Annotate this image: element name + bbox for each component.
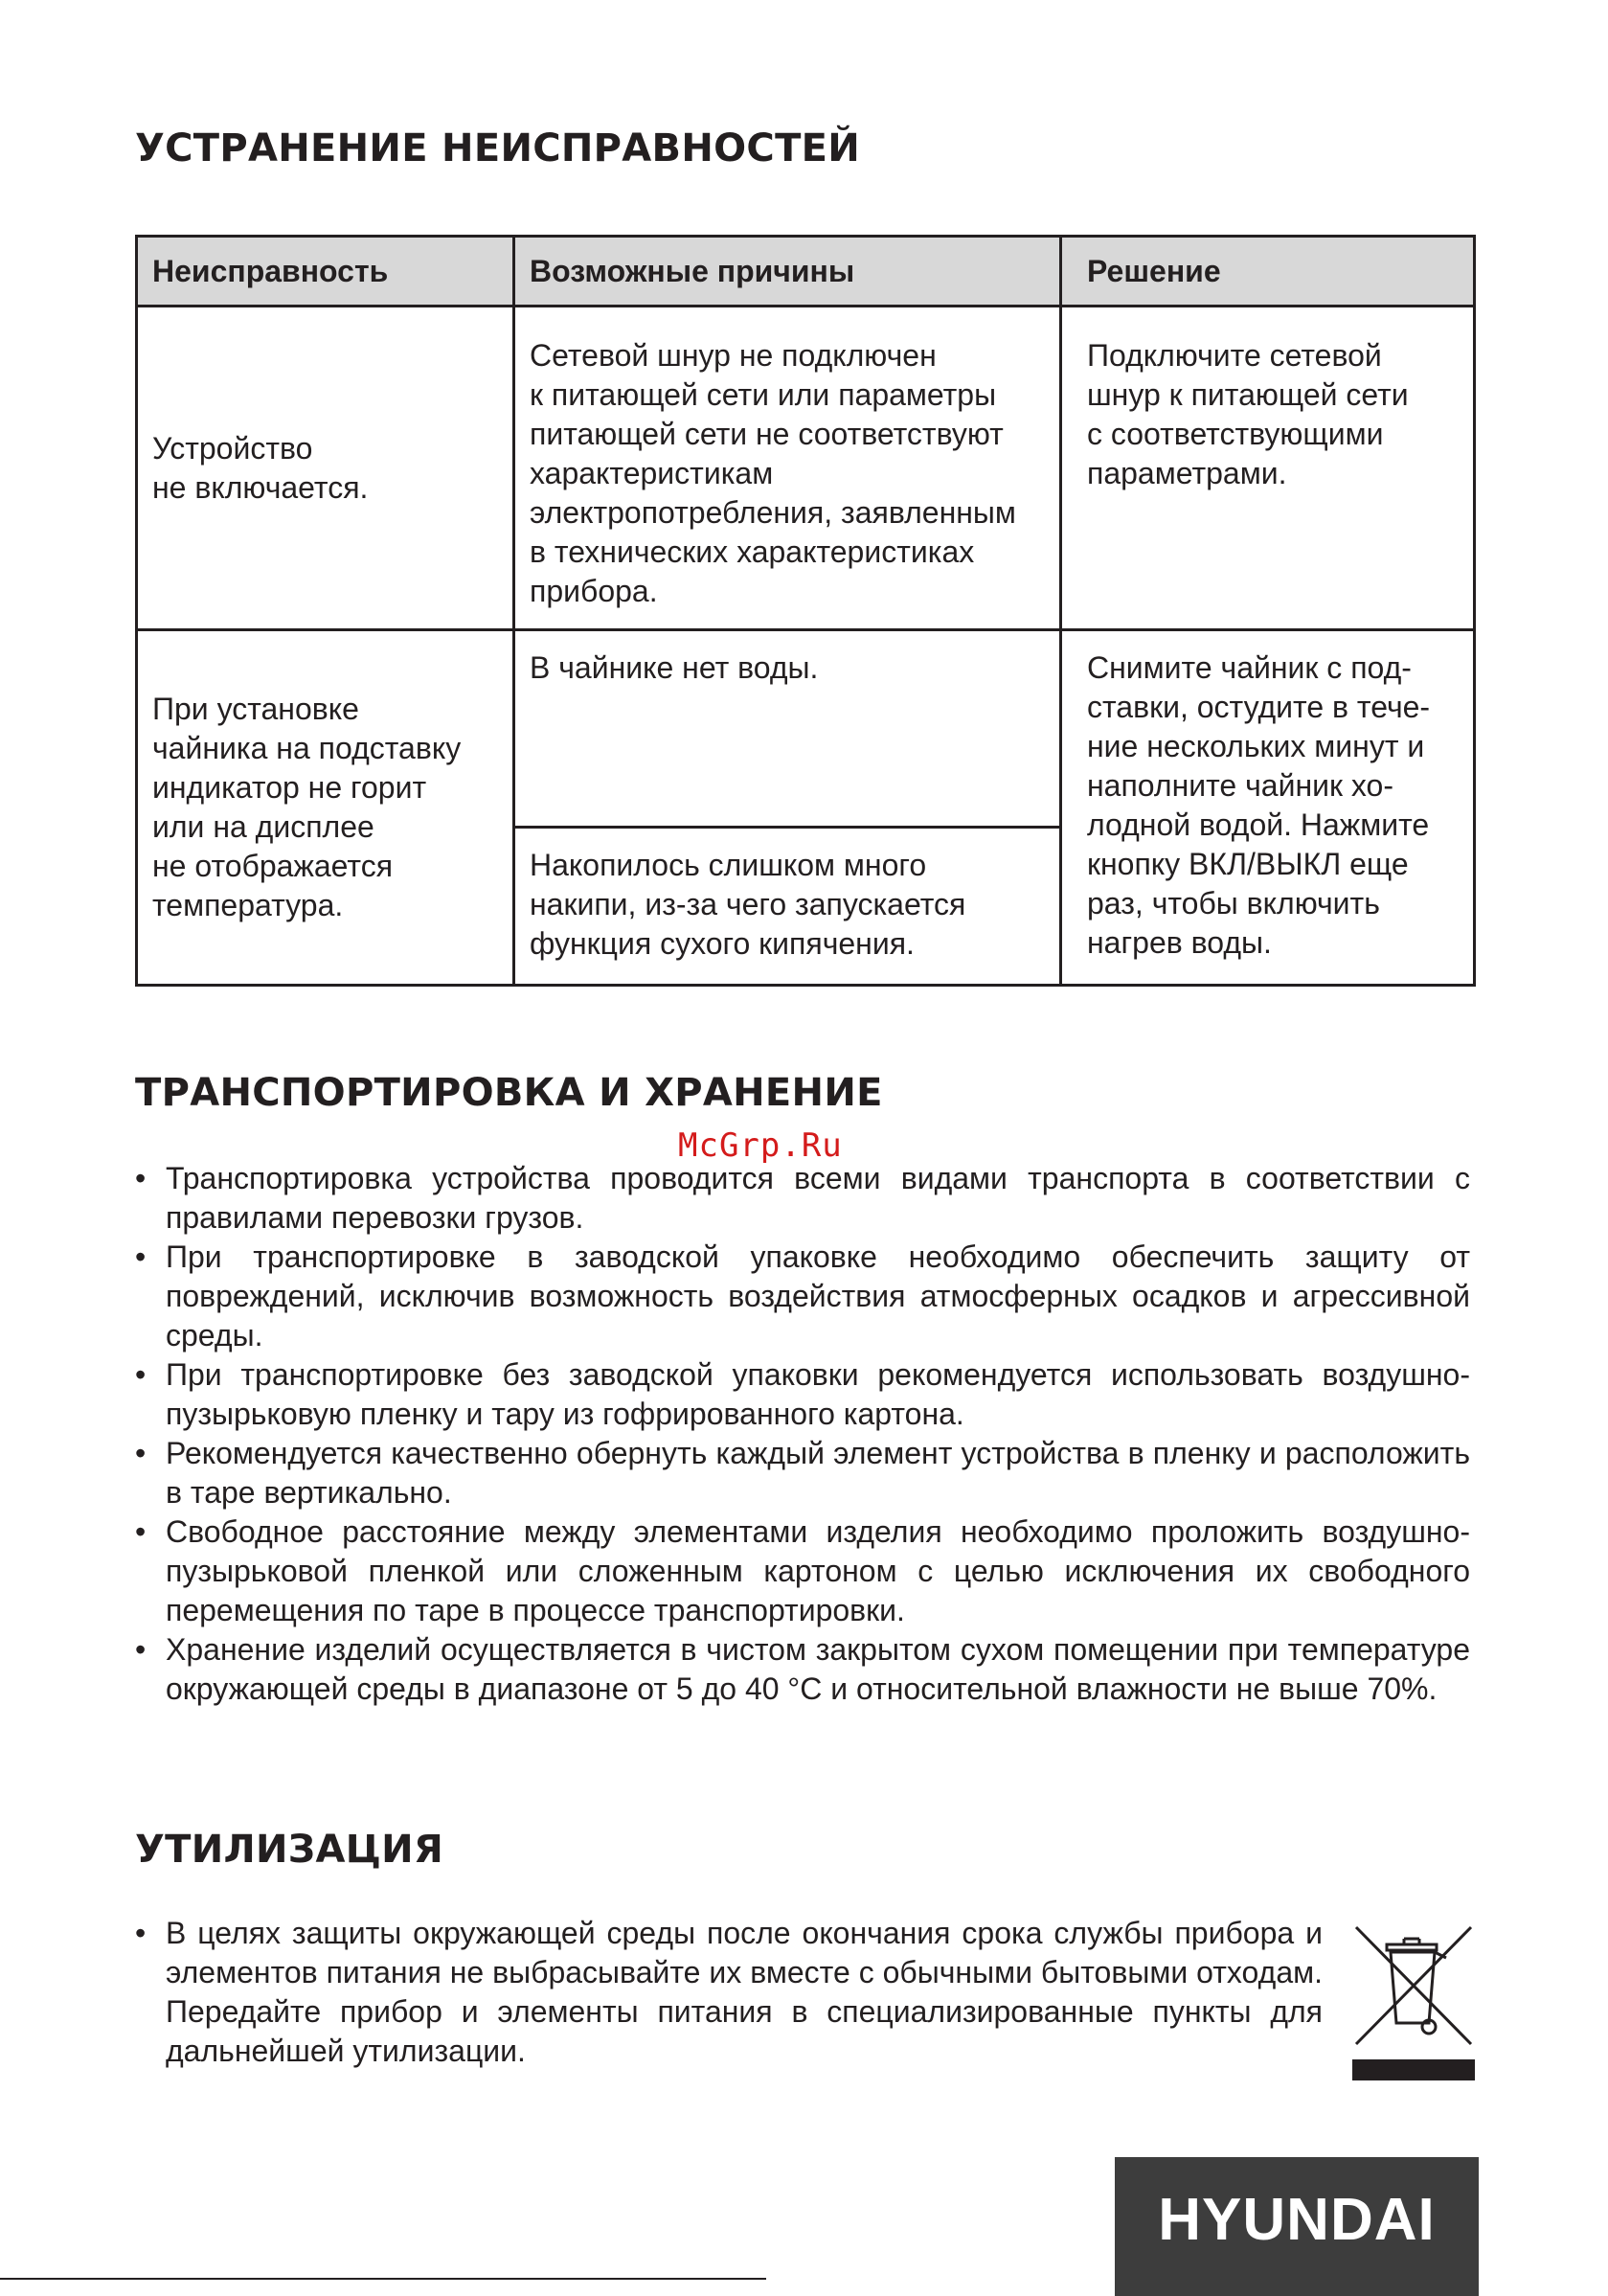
cell-line: или на дисплее: [152, 809, 374, 844]
list-item-text: Рекомендуется качественно обернуть каждый элемент устройства в пленку и расположить в таре вертикально.: [166, 1436, 1470, 1510]
header-causes: Возможные причины: [514, 237, 1061, 307]
cause-cell: [514, 307, 1061, 630]
list-item-text: Хранение изделий осуществляется в чистом закрытом сухом помещении при температуре окружающей среды в диапазоне от 5 до 40 °С и относительной влажности не выше 70%.: [166, 1632, 1470, 1706]
list-item-text: При транспортировке в заводской упаковке необходимо обеспечить защиту от повреждений, исключив возможность воздействия атмосферных осадков и агрессивной среды.: [166, 1239, 1470, 1353]
cell-line: прибора.: [530, 574, 658, 608]
cell-line: функция сухого кипячения.: [530, 926, 915, 961]
cell-line: с соответствующими: [1087, 417, 1384, 451]
brand-logo: [1115, 2157, 1479, 2296]
cell-line: к питающей сети или параметры: [530, 377, 997, 412]
cell-line: Накопилось слишком много: [530, 848, 927, 882]
list-item: [135, 1238, 1470, 1355]
header-problem: Неисправность: [137, 237, 514, 307]
cell-line: Подключите сетевой: [1087, 338, 1382, 373]
disposal-list: [135, 1914, 1323, 2071]
cell-line: нагрев воды.: [1087, 925, 1272, 960]
cell-line: не отображается: [152, 849, 394, 883]
list-item-text: В целях защиты окружающей среды после окончания срока службы прибора и элементов питания не выбрасывайте их вместе с обычными бытовыми отходам. Передайте прибор и элементы питания в специализированные пункты для дальнейшей утилизации.: [166, 1916, 1323, 2068]
table-header-row: [137, 237, 1475, 307]
crossed-out-wheelie-bin-icon: [1352, 1923, 1475, 2080]
list-item: [135, 1355, 1470, 1434]
bullet-icon: •: [135, 1161, 147, 1195]
list-item: [135, 1630, 1470, 1709]
list-item-text: При транспортировке без заводской упаковки рекомендуется использовать воздушно-пузырьковую пленку и тару из гофрированного картона.: [166, 1357, 1470, 1431]
footer-divider: [0, 2278, 766, 2280]
list-item-text: Свободное расстояние между элементами изделия необходимо проложить воздушно-пузырьковой пленкой или сложенным картоном с целью исключения их свободного перемещения по таре в процессе транспортировки.: [166, 1514, 1470, 1627]
bullet-icon: •: [135, 1916, 147, 1950]
list-item: [135, 1434, 1470, 1512]
transport-title: ТРАНСПОРТИРОВКА И ХРАНЕНИЕ: [135, 1071, 883, 1115]
cell-line: раз, чтобы включить: [1087, 886, 1380, 921]
table-row: [137, 307, 1475, 630]
cell-line: наполните чайник хо-: [1087, 768, 1393, 803]
cell-line: в технических характеристиках: [530, 534, 975, 569]
bullet-icon: •: [135, 1632, 147, 1667]
disposal-title: УТИЛИЗАЦИЯ: [135, 1828, 444, 1872]
cell-line: В чайнике нет воды.: [530, 650, 819, 685]
solution-cell: [1061, 307, 1475, 630]
bullet-icon: •: [135, 1436, 147, 1470]
cell-line: При установке: [152, 692, 359, 726]
bullet-icon: •: [135, 1357, 147, 1392]
cell-line: чайника на подставку: [152, 731, 462, 765]
bullet-icon: •: [135, 1239, 147, 1274]
cell-line: накипи, из-за чего запускается: [530, 887, 966, 921]
cell-line: Устройство: [152, 430, 313, 466]
cell-line: Сетевой шнур не подключен: [530, 338, 937, 373]
table-row: [137, 630, 1475, 828]
cell-line: лодной водой. Нажмите: [1087, 807, 1430, 842]
cell-line: Снимите чайник с под-: [1087, 650, 1412, 685]
brand-name: HYUNDAI: [1158, 2186, 1436, 2253]
bullet-icon: •: [135, 1514, 147, 1549]
cell-line: питающей сети не соответствуют: [530, 417, 1004, 451]
cell-line: ние нескольких минут и: [1087, 729, 1425, 763]
cell-line: не включается.: [152, 469, 369, 505]
list-item: [135, 1914, 1323, 2071]
cell-line: индикатор не горит: [152, 770, 427, 805]
solution-cell: [1061, 630, 1475, 986]
troubleshooting-table: [135, 235, 1476, 987]
cell-line: параметрами.: [1087, 456, 1287, 490]
cell-line: шнур к питающей сети: [1087, 377, 1409, 412]
cell-line: температура.: [152, 888, 344, 922]
problem-cell: [137, 307, 514, 630]
cause-cell: [514, 828, 1061, 986]
cell-line: кнопку ВКЛ/ВЫКЛ еще: [1087, 847, 1409, 881]
troubleshooting-title: УСТРАНЕНИЕ НЕИСПРАВНОСТЕЙ: [135, 126, 861, 170]
list-item: [135, 1159, 1470, 1238]
transport-list: [135, 1159, 1470, 1709]
cell-line: электропотребления, заявленным: [530, 495, 1016, 530]
watermark-text: McGrp.Ru: [678, 1126, 843, 1165]
header-solution: Решение: [1061, 237, 1475, 307]
cause-cell: [514, 630, 1061, 828]
cell-line: характеристикам: [530, 456, 774, 490]
list-item-text: Транспортировка устройства проводится всеми видами транспорта в соответствии с правилами перевозки грузов.: [166, 1161, 1470, 1235]
cell-line: ставки, остудите в тече-: [1087, 690, 1431, 724]
problem-cell: [137, 630, 514, 986]
list-item: [135, 1512, 1470, 1630]
